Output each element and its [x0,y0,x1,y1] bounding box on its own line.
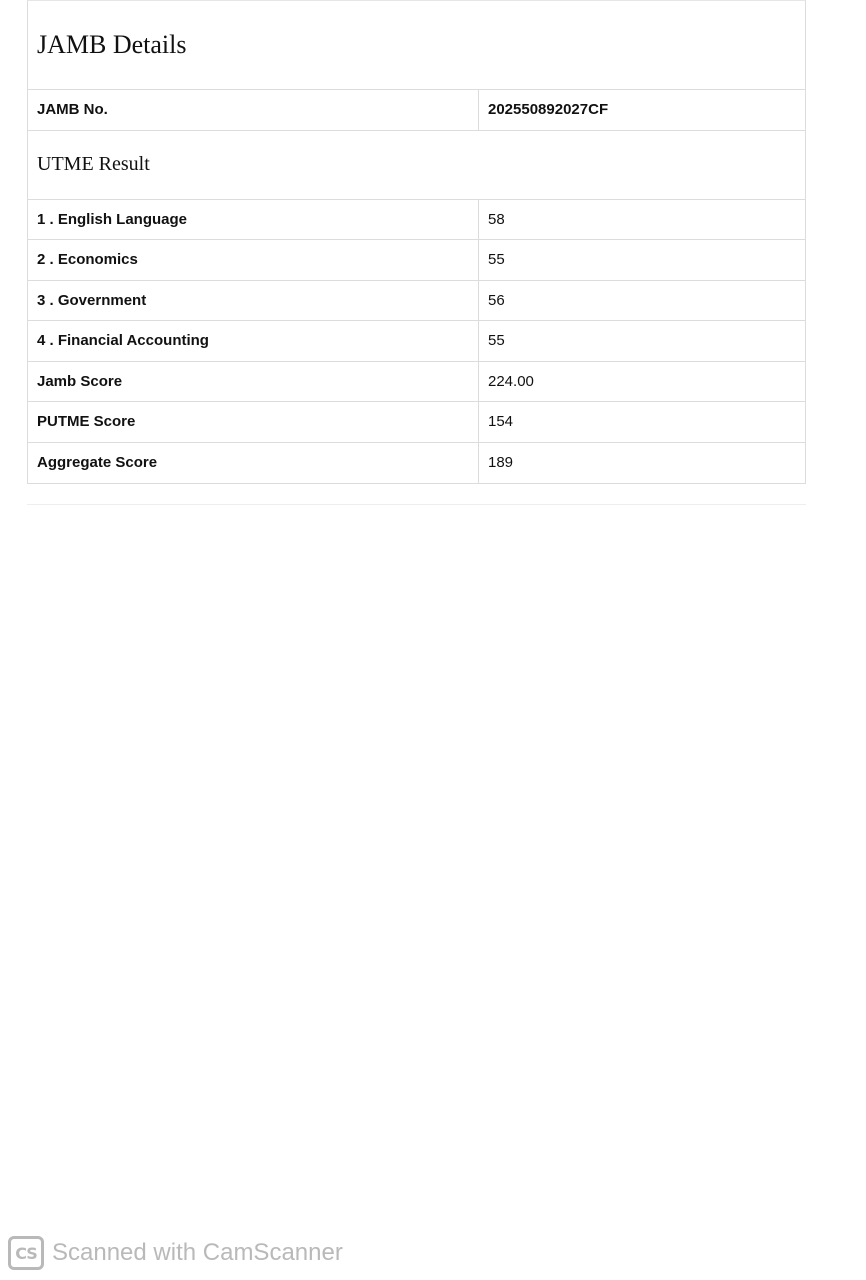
aggregate-score-label: Aggregate Score [28,443,479,484]
subject-row [28,321,805,362]
page-divider [27,504,806,505]
jamb-no-value: 202550892027CF [488,101,609,119]
subject-row [28,240,805,281]
subject-label: 1 . English Language [28,200,479,240]
subject-score: 56 [488,291,505,309]
jamb-no-row [28,90,805,131]
subject-score: 55 [488,332,505,350]
camscanner-watermark [8,1234,343,1272]
jamb-score-row [28,362,805,403]
jamb-details-card [27,0,806,484]
jamb-score-value: 224.00 [488,372,534,390]
jamb-score-label: Jamb Score [28,362,479,402]
subject-row [28,200,805,241]
subject-label: 2 . Economics [28,240,479,280]
subject-row [28,281,805,322]
putme-score-label: PUTME Score [28,402,479,442]
watermark-text: Scanned with CamScanner [52,1239,343,1266]
aggregate-score-value: 189 [488,454,514,472]
putme-score-row [28,402,805,443]
aggregate-score-row [28,443,805,484]
camscanner-logo-icon: CS [8,1236,44,1270]
subject-score: 58 [488,210,505,228]
jamb-details-title: JAMB Details [28,1,805,90]
putme-score-value: 154 [488,413,514,431]
subject-score: 55 [488,251,505,269]
utme-result-title: UTME Result [28,131,805,200]
subject-label: 3 . Government [28,281,479,321]
jamb-no-label: JAMB No. [28,90,479,130]
subject-label: 4 . Financial Accounting [28,321,479,361]
